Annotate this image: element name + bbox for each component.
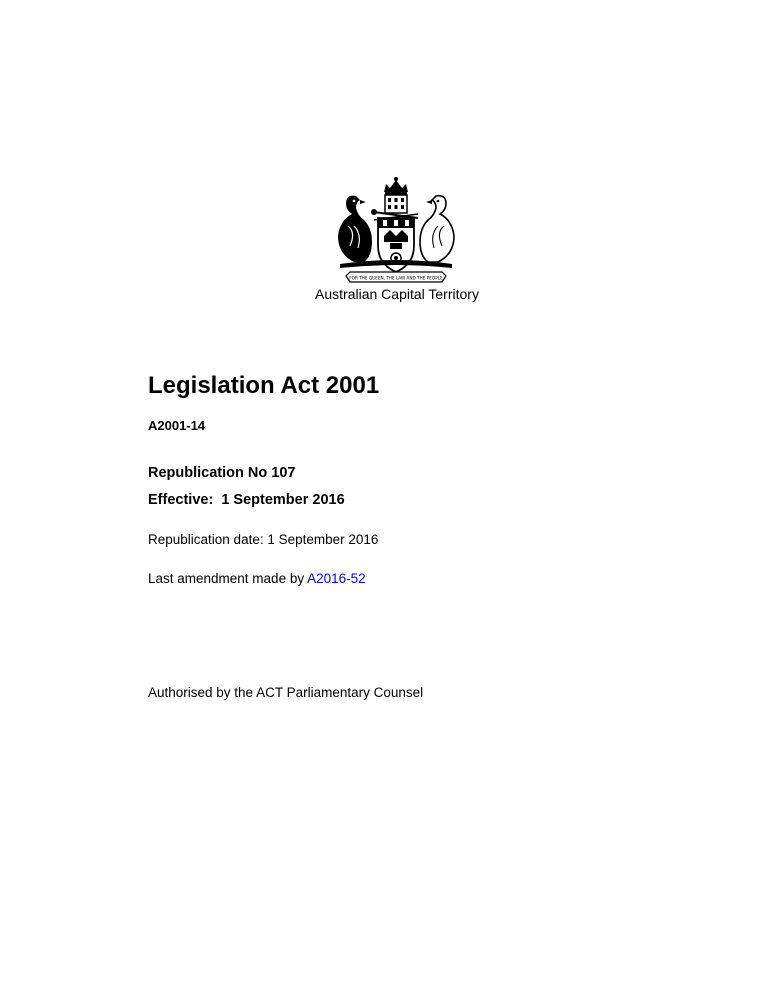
white-swan-icon (420, 196, 454, 262)
amendment-link[interactable]: A2016-52 (307, 571, 366, 586)
authorisation-statement: Authorised by the ACT Parliamentary Counsel (148, 685, 424, 700)
republication-number: Republication No 107 (148, 465, 296, 481)
black-swan-icon (338, 196, 372, 262)
act-number: A2001-14 (148, 418, 206, 433)
act-coat-of-arms-logo (330, 176, 462, 288)
motto-text: FOR THE QUEEN, THE LAW AND THE PEOPLE (349, 275, 443, 281)
jurisdiction-label: Australian Capital Territory (315, 286, 479, 302)
motto-scroll (346, 272, 446, 282)
act-title: Legislation Act 2001 (148, 372, 380, 399)
last-amendment-line (148, 571, 366, 586)
last-amendment-prefix: Last amendment made by (148, 571, 308, 586)
crown-icon (384, 177, 408, 195)
castle-icon (385, 195, 407, 213)
republication-date: Republication date: 1 September 2016 (148, 532, 379, 547)
effective-date: Effective: 1 September 2016 (148, 492, 345, 508)
